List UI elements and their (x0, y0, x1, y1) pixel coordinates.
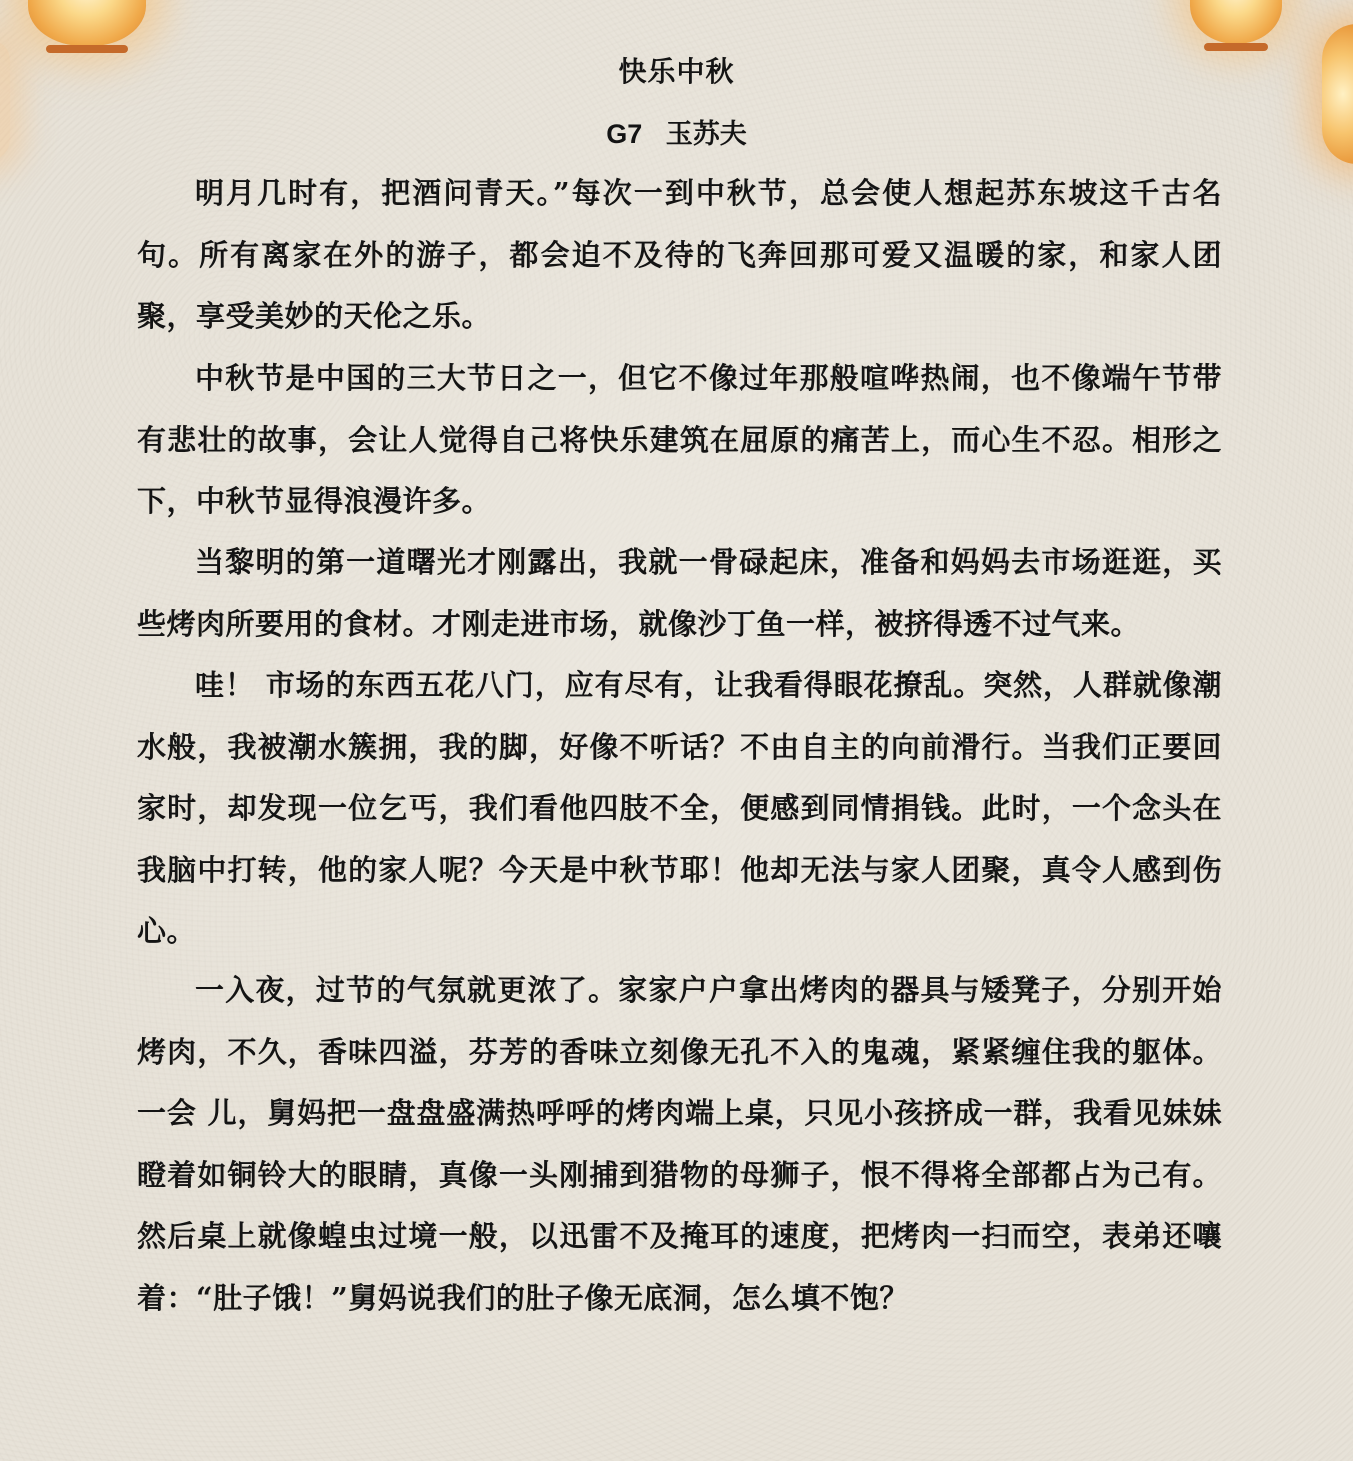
essay-title: 快乐中秋 (618, 55, 735, 88)
paragraph-2: 中秋节是中国的三大节日之一，但它不像过年那般喧哗热闹，也不像端午节带有悲壮的故事，会让人觉得自己将快乐建筑在屈原的痛苦上，而心生不忍。相形之下，中秋节显得浪漫许多。 (137, 361, 1222, 518)
author-name: 玉苏夫 (665, 119, 747, 150)
author-line (0, 114, 1353, 155)
paragraph-4: 哇！ 市场的东西五花八门，应有尽有，让我看得眼花撩乱。突然，人群就像潮水般，我被潮水簇拥，我的脚，好像不听话？不由自主的向前滑行。当我们正要回家时，却发现一位乞丐，我们看他四肢不全，便感到同情捐钱。此时，一个念头在我脑中打转，他的家人呢？今天是中秋节耶！他却无法与家人团聚，真令人感到伤心。 (137, 668, 1222, 948)
lantern-top-right (1190, 0, 1282, 44)
paragraph-1: 明月几时有，把酒问青天。”每次一到中秋节，总会使人想起苏东坡这千古名句。所有离家在外的游子，都会迫不及待的飞奔回那可爱又温暖的家，和家人团聚，享受美妙的天伦之乐。 (137, 176, 1222, 333)
lantern-top-left (28, 0, 146, 46)
author-grade: G7 (606, 119, 643, 149)
paragraph-3: 当黎明的第一道曙光才刚露出，我就一骨碌起床，准备和妈妈去市场逛逛，买些烤肉所要用的食材。才刚走进市场，就像沙丁鱼一样，被挤得透不过气来。 (137, 545, 1222, 641)
paragraph-5: 一入夜，过节的气氛就更浓了。家家户户拿出烤肉的器具与矮凳子，分别开始烤肉，不久，香味四溢，芬芳的香味立刻像无孔不入的鬼魂，紧紧缠住我的躯体。一会 儿，舅妈把一盘盘盛满热呼呼的烤肉端上桌，只见小孩挤成一群，我看见妹妹瞪着如铜铃大的眼睛，真像一头刚捕到猎物的母狮子，恨不得将全部都占为己有。然后桌上就像蝗虫过境一般，以迅雷不及掩耳的速度，把烤肉一扫而空，表弟还嚷着：“肚子饿！”舅妈说我们的肚子像无底洞，怎么填不饱？ (137, 973, 1222, 1315)
